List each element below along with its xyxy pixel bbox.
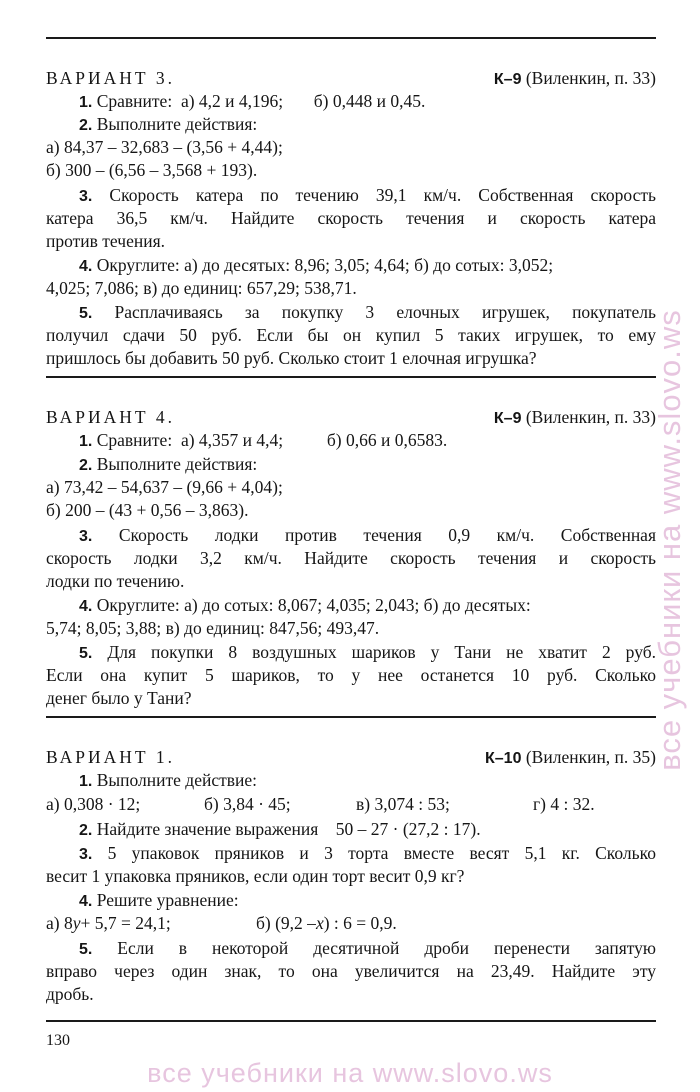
variant3-task1 [46, 90, 656, 114]
section-rule [46, 376, 656, 378]
task-number: 4. [79, 258, 93, 275]
variant3-task4-line2: 4,025; 7,086; в) до единиц: 657,29; 538,71. [46, 278, 357, 298]
variant4-test-code: К–9 [493, 410, 522, 427]
task-number: 2. [79, 822, 93, 839]
variant4-test-ref [494, 406, 656, 430]
task-text: Сравните: [96, 430, 173, 450]
variant3-test-ref [494, 67, 656, 91]
variant1-source: (Виленкин, п. 35) [525, 747, 656, 767]
vertical-watermark: все учебники на www.slovo.ws [652, 309, 687, 771]
equation-b-suffix: ) : 6 = 0,9. [323, 913, 397, 933]
variant4-task2-b: б) 200 – (43 + 0,56 – 3,863). [46, 500, 249, 520]
task-number: 2. [79, 457, 93, 474]
variant4-task1 [46, 429, 656, 453]
variable-x: x [315, 913, 324, 933]
variant4-source: (Виленкин, п. 33) [525, 407, 656, 427]
variant4-header [46, 406, 656, 428]
variant3-task4-line1 [46, 254, 656, 278]
variant1-task1 [46, 769, 656, 793]
variant3-task3-line2: катера 36,5 км/ч. Найдите скорость течения и скорость катера [46, 208, 656, 228]
task-text: 5 упаковок пряников и 3 торта вместе весят 5,1 кг. Сколько [107, 843, 657, 863]
task-number: 1. [79, 433, 93, 450]
variant3-heading: ВАРИАНТ 3. [46, 68, 176, 88]
variant1-task2 [46, 818, 656, 842]
equation-a-prefix: а) 8 [46, 913, 73, 933]
variant4-task4-line1 [46, 594, 656, 618]
variant3-header [46, 67, 656, 89]
variant4-task2 [46, 453, 656, 477]
variant4-task3-line1 [46, 524, 656, 548]
task-number: 3. [79, 188, 93, 205]
task-text: Для покупки 8 воздушных шариков у Тани не хватит 2 руб. [107, 642, 657, 662]
variant3-task3-line1 [46, 184, 656, 208]
variant4-task5-line1 [46, 641, 656, 665]
variant4-task4-line2: 5,74; 8,05; 3,88; в) до единиц: 847,56; 493,47. [46, 618, 380, 638]
task-number: 4. [79, 893, 93, 910]
task-part-a: а) 4,2 и 4,196; [180, 91, 284, 111]
bottom-watermark: все учебники на www.slovo.ws [147, 1058, 553, 1088]
task-part-b: б) 0,66 и 0,6583. [326, 430, 448, 450]
variant1-task4 [46, 889, 656, 913]
variant3-source: (Виленкин, п. 33) [525, 68, 656, 88]
variant3-task5-line2: получил сдачи 50 руб. Если бы он купил 5 таких игрушек, то ему [46, 325, 656, 345]
task-text: Решите уравнение: [96, 890, 239, 910]
task-text: Если в некоторой десятичной дроби перенести запятую [117, 938, 656, 958]
variant1-test-ref [485, 746, 656, 770]
variant4-task5-line3: денег было у Тани? [46, 688, 192, 708]
variant1-task5-line3: дробь. [46, 984, 94, 1004]
equation-a-suffix: + 5,7 = 24,1; [80, 913, 171, 933]
task-expression: 50 – 27 · (27,2 : 17). [335, 819, 481, 839]
task-number: 1. [79, 773, 93, 790]
variant1-task4-parts [46, 912, 656, 934]
variant3-task5-line3: пришлось бы добавить 50 руб. Сколько стоит 1 елочная игрушка? [46, 348, 537, 368]
task-number: 2. [79, 117, 93, 134]
task-number: 1. [79, 94, 93, 111]
task-number: 5. [79, 941, 93, 958]
variable-y: y [72, 913, 81, 933]
variant1-heading: ВАРИАНТ 1. [46, 747, 176, 767]
footer-rule [46, 1020, 656, 1022]
variant3-test-code: К–9 [493, 71, 522, 88]
task-text: Округлите: а) до десятых: 8,96; 3,05; 4,64; б) до сотых: 3,052; [96, 255, 554, 275]
task-part-a: а) 4,357 и 4,4; [180, 430, 284, 450]
variant1-task3-line1 [46, 842, 656, 866]
task-text: Выполните действие: [96, 770, 257, 790]
task-text: Скорость катера по течению 39,1 км/ч. Собственная скорость [109, 185, 656, 205]
equation-a [46, 912, 256, 934]
variant1-task3-line2: весит 1 упаковка пряников, если один торт весит 0,9 кг? [46, 866, 465, 886]
variant4-heading: ВАРИАНТ 4. [46, 407, 176, 427]
variant1-test-code: К–10 [485, 750, 522, 767]
variant3-task5-line1 [46, 301, 656, 325]
task-text: Округлите: а) до сотых: 8,067; 4,035; 2,043; б) до десятых: [96, 595, 531, 615]
task-part-d: г) 4 : 32. [533, 794, 595, 814]
variant4-task3-line2: скорость лодки 3,2 км/ч. Найдите скорость течения и скорость [46, 548, 656, 568]
variant3-task3-line3: против течения. [46, 231, 165, 251]
task-text: Расплачиваясь за покупку 3 елочных игрушек, покупатель [114, 302, 656, 322]
task-text: Выполните действия: [96, 454, 258, 474]
task-part-a: а) 0,308 · 12; [46, 794, 141, 814]
equation-b [256, 912, 397, 934]
variant3-task2-a: а) 84,37 – 32,683 – (3,56 + 4,44); [46, 137, 283, 157]
task-text: Скорость лодки против течения 0,9 км/ч. Собственная [118, 525, 657, 545]
variant1-task1-parts [46, 793, 656, 815]
variant4-task3-line3: лодки по течению. [46, 571, 185, 591]
top-rule [46, 37, 656, 39]
variant1-header [46, 746, 656, 768]
task-text: Сравните: [96, 91, 173, 111]
task-text: Найдите значение выражения [96, 819, 319, 839]
variant4-task5-line2: Если она купит 5 шариков, то у нее останется 10 руб. Сколько [46, 665, 656, 685]
equation-b-prefix: б) (9,2 – [256, 913, 316, 933]
task-part-b: б) 3,84 · 45; [204, 794, 291, 814]
task-number: 3. [79, 846, 93, 863]
task-number: 5. [79, 645, 93, 662]
variant1-task5-line2: вправо через один знак, то она увеличится на 23,49. Найдите эту [46, 961, 656, 981]
page [46, 0, 656, 1092]
task-number: 4. [79, 598, 93, 615]
task-part-c: в) 3,074 : 53; [356, 794, 450, 814]
variant3-task2-b: б) 300 – (6,56 – 3,568 + 193). [46, 160, 258, 180]
task-number: 3. [79, 528, 93, 545]
variant3-task2 [46, 113, 656, 137]
task-text: Выполните действия: [96, 114, 258, 134]
task-number: 5. [79, 305, 93, 322]
variant4-task2-a: а) 73,42 – 54,637 – (9,66 + 4,04); [46, 477, 283, 497]
page-number: 130 [46, 1032, 70, 1049]
task-part-b: б) 0,448 и 0,45. [313, 91, 426, 111]
section-rule [46, 716, 656, 718]
variant1-task5-line1 [46, 937, 656, 961]
